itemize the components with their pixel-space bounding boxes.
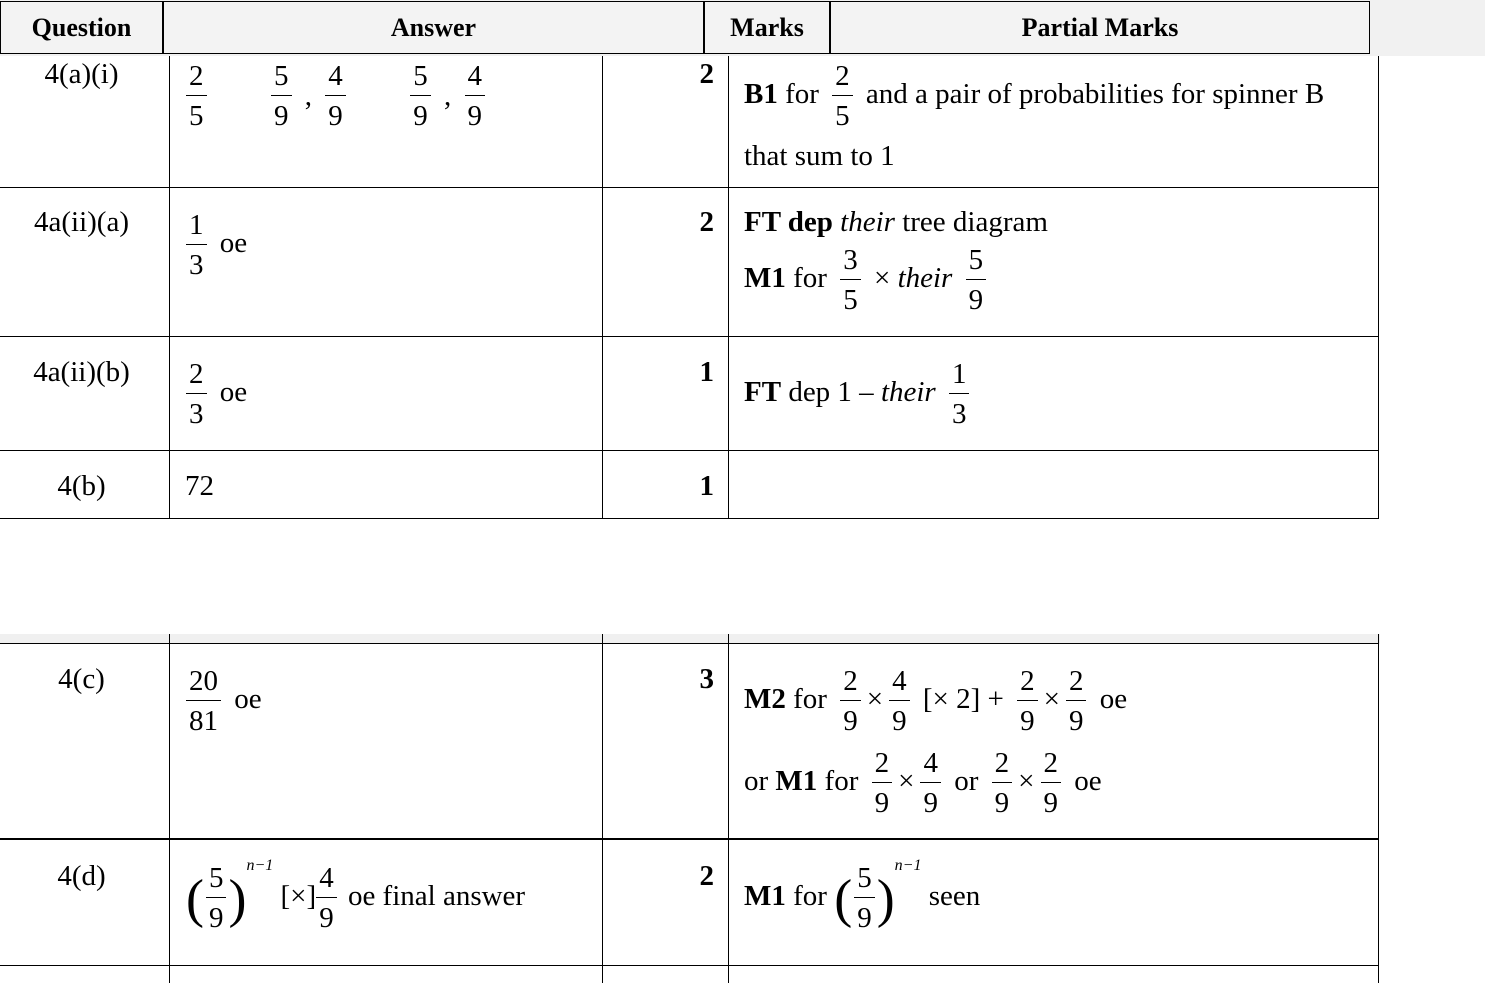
marks-value: 2 (699, 860, 714, 892)
row-divider (0, 336, 1379, 337)
row-divider (0, 643, 1379, 644)
column-divider (1378, 634, 1379, 983)
column-divider (728, 634, 729, 983)
fraction: $\frac{2}{9}$ (1017, 667, 1038, 736)
fraction: $\frac{2}{5}$ (186, 62, 207, 131)
answer-cell: ( $\frac{5}{9}$ )$^{n-1}$ [×] $\frac{4}{9}$ oe final answer (186, 857, 526, 934)
header-partial-marks: Partial Marks (830, 1, 1370, 54)
answer-cell: $\frac{2}{3}$ oe (180, 360, 247, 429)
marks-value: 3 (699, 663, 714, 695)
question-number: 4a(ii)(a) (34, 206, 129, 238)
partial-marks-cell: B1 for $\frac{2}{5}$ and a pair of probabilities for spinner B (744, 60, 1325, 132)
marks-value: 1 (699, 356, 714, 388)
column-divider (169, 634, 170, 983)
header-answer: Answer (163, 1, 704, 54)
marks-value: 2 (699, 206, 714, 238)
fraction: $\frac{20}{81}$ (186, 667, 221, 736)
column-divider (602, 634, 603, 983)
marks-value: 1 (699, 470, 714, 502)
question-number: 4(a)(i) (44, 58, 119, 90)
fraction: $\frac{1}{3}$ (186, 211, 207, 280)
fraction: $\frac{2}{9}$ (872, 749, 893, 818)
partial-marks-cell: FT dep their tree diagram (744, 206, 1048, 238)
fraction: $\frac{4}{9}$ (889, 667, 910, 736)
fraction: $\frac{2}{5}$ (832, 62, 853, 131)
header-question: Question (0, 1, 163, 54)
fraction: $\frac{4}{9}$ (316, 864, 337, 933)
fraction: $\frac{3}{5}$ (840, 246, 861, 315)
header-marks: Marks (704, 1, 830, 54)
fraction: $\frac{5}{9}$ (206, 864, 227, 933)
fraction: $\frac{2}{9}$ (1041, 749, 1062, 818)
question-number: 4(d) (57, 860, 106, 892)
row-divider (0, 838, 1379, 840)
fraction: $\frac{5}{9}$ (854, 864, 875, 933)
fraction: $\frac{4}{9}$ (465, 62, 486, 131)
partial-marks-cell: FT dep 1 – their $\frac{1}{3}$ (744, 360, 975, 429)
answer-cell: $\frac{1}{3}$ oe (180, 211, 247, 280)
table-header (0, 0, 1485, 56)
answer-cell: 72 (185, 470, 214, 502)
partial-marks-text: that sum to 1 (744, 140, 895, 172)
row-divider (0, 518, 1379, 519)
answer-cell: $\frac{2}{5}$ $\frac{5}{9}$ , $\frac{4}{9}$ $\frac{5}{9}$ , $\frac{4}{9}$ (180, 62, 491, 131)
row-divider (0, 450, 1379, 451)
partial-marks-cell: M1 for $\frac{3}{5}$ × their $\frac{5}{9}$ (744, 246, 992, 315)
partial-marks-cell: M1 for ( $\frac{5}{9}$ )$^{n-1}$ seen (744, 857, 981, 934)
fraction: $\frac{5}{9}$ (271, 62, 292, 131)
question-number: 4(c) (58, 663, 105, 695)
marks-value: 2 (699, 58, 714, 90)
question-number: 4a(ii)(b) (33, 356, 130, 388)
fraction: $\frac{2}{9}$ (1066, 667, 1087, 736)
fraction: $\frac{5}{9}$ (966, 246, 987, 315)
fraction: $\frac{2}{9}$ (840, 667, 861, 736)
partial-marks-cell: or M1 for $\frac{2}{9}$ × $\frac{4}{9}$ or $\frac{2}{9}$ × $\frac{2}{9}$ oe (744, 747, 1102, 819)
row-divider (0, 187, 1379, 188)
fraction: $\frac{1}{3}$ (949, 360, 970, 429)
fraction: $\frac{2}{3}$ (186, 360, 207, 429)
fraction: $\frac{5}{9}$ (410, 62, 431, 131)
partial-marks-cell: M2 for $\frac{2}{9}$ × $\frac{4}{9}$ [× 2] + $\frac{2}{9}$ × $\frac{2}{9}$ oe (744, 665, 1128, 737)
fraction: $\frac{4}{9}$ (920, 749, 941, 818)
question-number: 4(b) (57, 470, 106, 502)
row-divider (0, 965, 1379, 966)
answer-cell: $\frac{20}{81}$ oe (180, 667, 262, 736)
fraction: $\frac{4}{9}$ (325, 62, 346, 131)
fraction: $\frac{2}{9}$ (992, 749, 1013, 818)
